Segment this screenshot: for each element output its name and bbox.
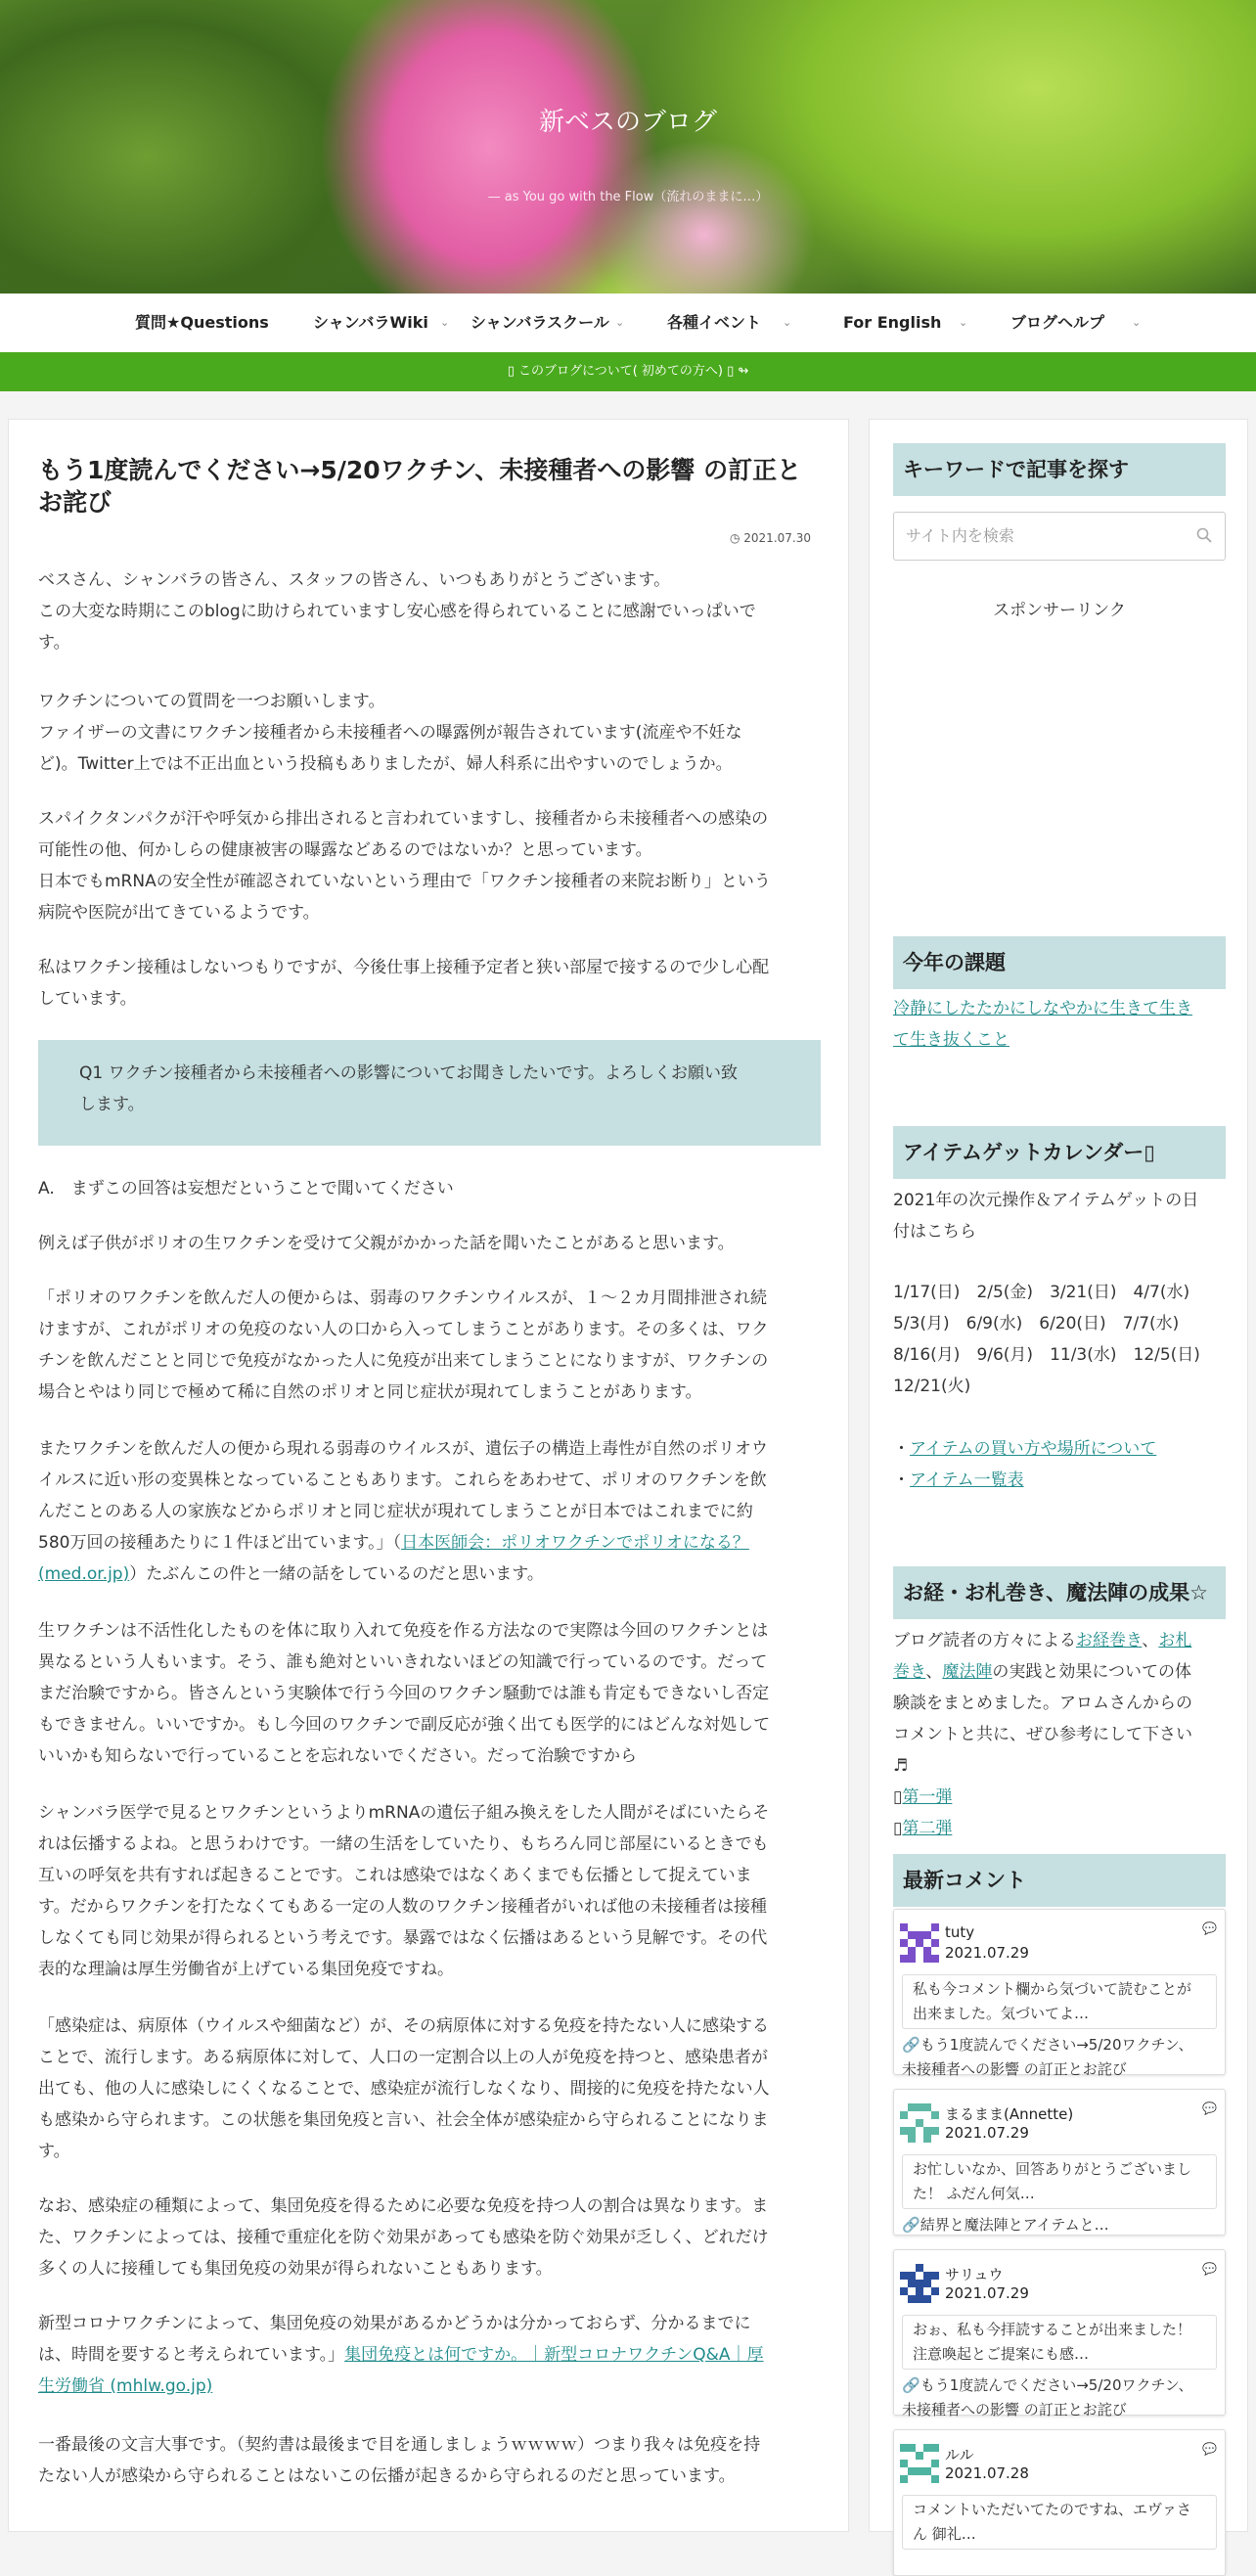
post-title: もう1度読んでください→5/20ワクチン、未接種者への影響 の訂正と お詫び bbox=[38, 456, 802, 517]
nav-item-questions[interactable]: 質問★Questions bbox=[135, 313, 269, 332]
paragraph: 私はワクチン接種はしないつもりですが、今後仕事上接種予定者と狭い部屋で接するので少し心配 しています。 bbox=[38, 958, 770, 1009]
chevron-down-icon: ⌄ bbox=[783, 316, 792, 329]
comment-date: 2021.07.29 bbox=[945, 2284, 1029, 2302]
comment-excerpt: おぉ、私も今拝読することが出来ました！ 注意喚起とご提案にも感… bbox=[902, 2315, 1217, 2370]
chevron-down-icon: ⌄ bbox=[440, 316, 450, 329]
calendar-text: 2021年の次元操作＆アイテムゲットの日 付はこちら bbox=[893, 1191, 1199, 1242]
sutra-text: ブログ読者の方々によるお経巻き、お札 巻き、魔法陣の実践と効果についての体 験談をまとめました。アロムさんからの コメントと共に、ぜひ参考にして下さい ♬ ▯第一弾 ▯第二弾 bbox=[893, 1631, 1192, 1838]
paragraph: なお、感染症の種類によって、集団免疫を得るために必要な免疫を持つ人の割合は異なります。ま た、ワクチンによっては、接種で重症化を防ぐ効果があっても感染を防ぐ効果が乏しく、どれだけ 多くの人に接種しても集団免疫の効果が得られないこともあります。 bbox=[38, 2196, 769, 2279]
sponsor-label: スポンサーリンク bbox=[993, 601, 1126, 620]
paragraph: 生ワクチンは不活性化したものを体に取り入れて免疫を作る方法なので実際は今回のワクチンとは 異なるという人もいます。そう、誰も絶対といいきれないほどの知識で行っているのです。だって まだ治験ですから。皆さんという実験体で行う今回のワクチン騒動では誰も肯定もできないし否定 もできません。いいですか。もし今回のワクチンで副反応が強く出ても医学的にはどんな対処して いいかも知らないで行っていることを忘れないでください。だって治験ですから bbox=[38, 1621, 771, 1766]
sutra-link-okyou[interactable]: お経巻き bbox=[1076, 1631, 1143, 1650]
nav-item-help[interactable]: ブログヘルプ ⌄ bbox=[1010, 313, 1142, 332]
sutra-link-ofuda[interactable]: お札 bbox=[1158, 1631, 1192, 1650]
sidebar bbox=[869, 419, 1248, 2543]
link-icon: 🔗 bbox=[902, 2216, 920, 2234]
comment-post-link[interactable]: 🔗結界と魔法陣とアイテムと… bbox=[902, 2216, 1109, 2234]
comment-date: 2021.07.28 bbox=[945, 2464, 1029, 2482]
search-icon[interactable] bbox=[1196, 527, 1212, 543]
question-quote: Q1 ワクチン接種者から未接種者への影響についてお聞きしたいです。よろしくお願い致 します。 bbox=[38, 1040, 821, 1146]
comment-author: サリュウ bbox=[945, 2266, 1004, 2283]
nav-item-english[interactable]: For English ⌄ bbox=[843, 313, 968, 332]
search-input[interactable]: サイト内を検索 bbox=[893, 512, 1226, 561]
paragraph: 例えば子供がポリオの生ワクチンを受けて父親がかかった話を聞いたことがあると思います。 bbox=[38, 1234, 735, 1253]
site-tagline: — as You go with the Flow（流れのままに…） bbox=[487, 190, 769, 204]
paragraph: スパイクタンパクが汗や呼気から排出されると言われていますし、接種者から未接種者への感染の 可能性の他、何かしらの健康被害の曝露などあるのではないか？と思っています。 日本でもmRNAの安全性が確認されていないという理由で「ワクチン接種者の来院お断り」という 病院や医院が出てきているようです。 bbox=[38, 809, 771, 923]
calendar-links: ・アイテムの買い方や場所について ・アイテム一覧表 bbox=[893, 1439, 1157, 1490]
site-header bbox=[0, 0, 1256, 294]
site-title[interactable]: 新ベスのブログ bbox=[538, 108, 717, 137]
avatar bbox=[900, 2444, 939, 2483]
calendar-link-item-list[interactable]: アイテム一覧表 bbox=[910, 1470, 1024, 1490]
sutra-link-mahoujin[interactable]: 魔法陣 bbox=[942, 1662, 993, 1682]
widget-title-calendar: アイテムゲットカレンダー▯ bbox=[893, 1126, 1226, 1179]
widget-title-sutra: お経・お札巻き、魔法陣の成果☆ bbox=[893, 1566, 1226, 1619]
mhlw-link-domain[interactable]: 生労働省 (mhlw.go.jp) bbox=[38, 2376, 213, 2396]
comment-date: 2021.07.29 bbox=[945, 2124, 1029, 2142]
nav-item-school[interactable]: シャンバラスクール ⌄ bbox=[471, 313, 625, 332]
sutra-link-ofuda[interactable]: 巻き bbox=[893, 1662, 926, 1682]
calendar-link-how-to-buy[interactable]: アイテムの買い方や場所について bbox=[910, 1439, 1157, 1459]
widget-title-search: キーワードで記事を探す bbox=[893, 443, 1226, 496]
nav-item-events[interactable]: 各種イベント ⌄ bbox=[667, 313, 792, 332]
article bbox=[8, 419, 849, 2532]
avatar bbox=[900, 2264, 939, 2303]
mhlw-link[interactable]: 集団免疫とは何ですか。｜新型コロナワクチンQ&A｜厚 bbox=[344, 2345, 764, 2365]
comment-author: ルル bbox=[945, 2446, 974, 2463]
med-link-domain[interactable]: (med.or.jp) bbox=[38, 1564, 130, 1584]
comment-icon: 💬 bbox=[1202, 2262, 1217, 2276]
theme-link[interactable]: 冷静にしたたかにしなやかに生きて生き bbox=[893, 999, 1192, 1018]
post-date: ◷ 2021.07.30 bbox=[729, 531, 811, 545]
med-link[interactable]: 日本医師会：ポリオワクチンでポリオになる？ bbox=[401, 1533, 749, 1553]
comment-icon: 💬 bbox=[1202, 1921, 1217, 1935]
comment-author: tuty bbox=[945, 1923, 975, 1941]
comment-card[interactable] bbox=[893, 1909, 1226, 2078]
paragraph: ベスさん、シャンバラの皆さん、スタッフの皆さん、いつもありがとうございます。 この大変な時期にこのblogに助けられていますし安心感を得られていることに感謝でいっぱいで す。 bbox=[38, 570, 756, 653]
comment-post-link[interactable]: 🔗もう1度読んでください→5/20ワクチン、 未接種者への影響 の訂正とお詫び bbox=[902, 2376, 1193, 2418]
chevron-down-icon: ⌄ bbox=[615, 316, 625, 329]
widget-title-comments: 最新コメント bbox=[893, 1854, 1226, 1907]
calendar-dates: 1/17(日) 2/5(金) 3/21(日) 4/7(水) 5/3(月) 6/9(水) 6/20(日) 7/7(水) 8/16(月) 9/6(月) 11/3(水) 12/5(日) 12/21(火) bbox=[893, 1283, 1200, 1396]
comment-excerpt: 私も今コメント欄から気づいて読むことが 出来ました。気づいてよ… bbox=[902, 1974, 1217, 2029]
chevron-down-icon: ⌄ bbox=[959, 316, 968, 329]
clock-icon: ◷ bbox=[729, 531, 744, 545]
avatar bbox=[900, 1923, 939, 1963]
theme-text bbox=[893, 993, 1226, 1056]
comment-card[interactable] bbox=[893, 2429, 1226, 2576]
doc-icon: ▯ bbox=[893, 1787, 903, 1807]
link-icon: 🔗 bbox=[902, 2036, 920, 2054]
notice-bar[interactable]: ▯ このブログについて( 初めての方へ) ▯ ↬ bbox=[0, 352, 1256, 391]
global-nav bbox=[0, 294, 1256, 352]
sutra-link-part1[interactable]: 第一弾 bbox=[902, 1787, 953, 1807]
paragraph: 一番最後の文言大事です。（契約書は最後まで目を通しましょうｗｗｗｗ）つまり我々は免疫を持 たない人が感染から守られることはないこの伝播が起きるから守られるのだと思っています。 bbox=[38, 2435, 761, 2486]
comment-icon: 💬 bbox=[1202, 2101, 1217, 2115]
nav-item-wiki[interactable]: シャンバラWiki ⌄ bbox=[313, 313, 450, 332]
avatar bbox=[900, 2103, 939, 2143]
comment-post-link[interactable]: 🔗もう1度読んでください→5/20ワクチン、 未接種者への影響 の訂正とお詫び bbox=[902, 2036, 1193, 2078]
comment-card[interactable] bbox=[893, 2089, 1226, 2236]
chevron-down-icon: ⌄ bbox=[1132, 316, 1142, 329]
paragraph: ワクチンについての質問を一つお願いします。 ファイザーの文書にワクチン接種者から未接種者への曝露例が報告されています(流産や不妊な ど)。Twitter上では不正出血という投稿もありましたが、婦人科系に出やすいのでしょうか。 bbox=[38, 692, 742, 774]
theme-link[interactable]: て生き抜くこと bbox=[893, 1030, 1009, 1050]
widget-title-theme: 今年の課題 bbox=[893, 936, 1226, 989]
paragraph: 「ポリオのワクチンを飲んだ人の便からは、弱毒のワクチンウイルスが、１～２カ月間排泄され続 けますが、これがポリオの免疫のない人の口から入ってしまうことがあります。その多くは、ワク チンを飲んだことと同じで免疫がなかった人に免疫が出来てしまうことになりますが、ワクチンの 場合とやはり同じで極めて稀に自然のポリオと同じ症状が現れてしまうことがあります。 bbox=[38, 1288, 769, 1402]
paragraph: またワクチンを飲んだ人の便から現れる弱毒のウイルスが、遺伝子の構造上毒性が自然のポリオウ イルスに近い形の変異株となっていることもあります。これらをあわせて、ポリオのワクチンを飲 んだことのある人の家族などからポリオと同じ症状が現れてしまうことが日本ではこれまでに約 580万回の接種あたりに１件ほど出ています。」（日本医師会：ポリオワクチンでポリオになる？ (med.or.jp)）たぶんこの件と一緒の話をしているのだと思います。 bbox=[38, 1439, 768, 1584]
comment-excerpt: コメントいただいてたのですね、エヴァさ ん 御礼… bbox=[902, 2495, 1217, 2550]
comment-card[interactable] bbox=[893, 2249, 1226, 2416]
paragraph: シャンバラ医学で見るとワクチンというよりmRNAの遺伝子組み換えをした人間がそばにいたらそ れは伝播するよね。と思うわけです。一緒の生活をしていたり、もちろん同じ部屋にいるときでも 互いの呼気を共有すれば起きることです。これは感染ではなくあくまでも伝播として捉えていま す。だからワクチンを打たなくてもある一定の人数のワクチン接種者がいれば他の未接種者は接種 しなくても同じ効果が得られるという考えです。暴露ではなく伝播はあるという見解です。その代 表的な理論は厚生労働省が上げている集団免疫ですね。 bbox=[38, 1803, 770, 1979]
doc-icon: ▯ bbox=[893, 1819, 903, 1838]
comment-date: 2021.07.29 bbox=[945, 1944, 1029, 1962]
comment-author: まるまま(Annette) bbox=[945, 2105, 1074, 2123]
link-icon: 🔗 bbox=[902, 2376, 920, 2394]
sutra-link-part2[interactable]: 第二弾 bbox=[902, 1819, 953, 1838]
paragraph: 「感染症は、病原体（ウイルスや細菌など）が、その病原体に対する免疫を持たない人に感染する ことで、流行します。ある病原体に対して、人口の一定割合以上の人が免疫を持つと、感染患者が 出ても、他の人に感染しにくくなることで、感染症が流行しなくなり、間接的に免疫を持たない人 も感染から守られます。この状態を集団免疫と言い、社会全体が感染症から守られることになりま す。 bbox=[38, 2016, 770, 2161]
comment-excerpt: お忙しいなか、回答ありがとうございまし た！ ふだん何気… bbox=[902, 2154, 1217, 2209]
paragraph: A. まずこの回答は妄想だということで聞いてください bbox=[38, 1179, 454, 1198]
comment-icon: 💬 bbox=[1202, 2442, 1217, 2456]
paragraph: 新型コロナワクチンによって、集団免疫の効果があるかどうかは分かっておらず、分かるまでに は、時間を要すると考えられています。」集団免疫とは何ですか。｜新型コロナワクチンQ&A｜厚 生労働省 (mhlw.go.jp) bbox=[38, 2314, 764, 2396]
